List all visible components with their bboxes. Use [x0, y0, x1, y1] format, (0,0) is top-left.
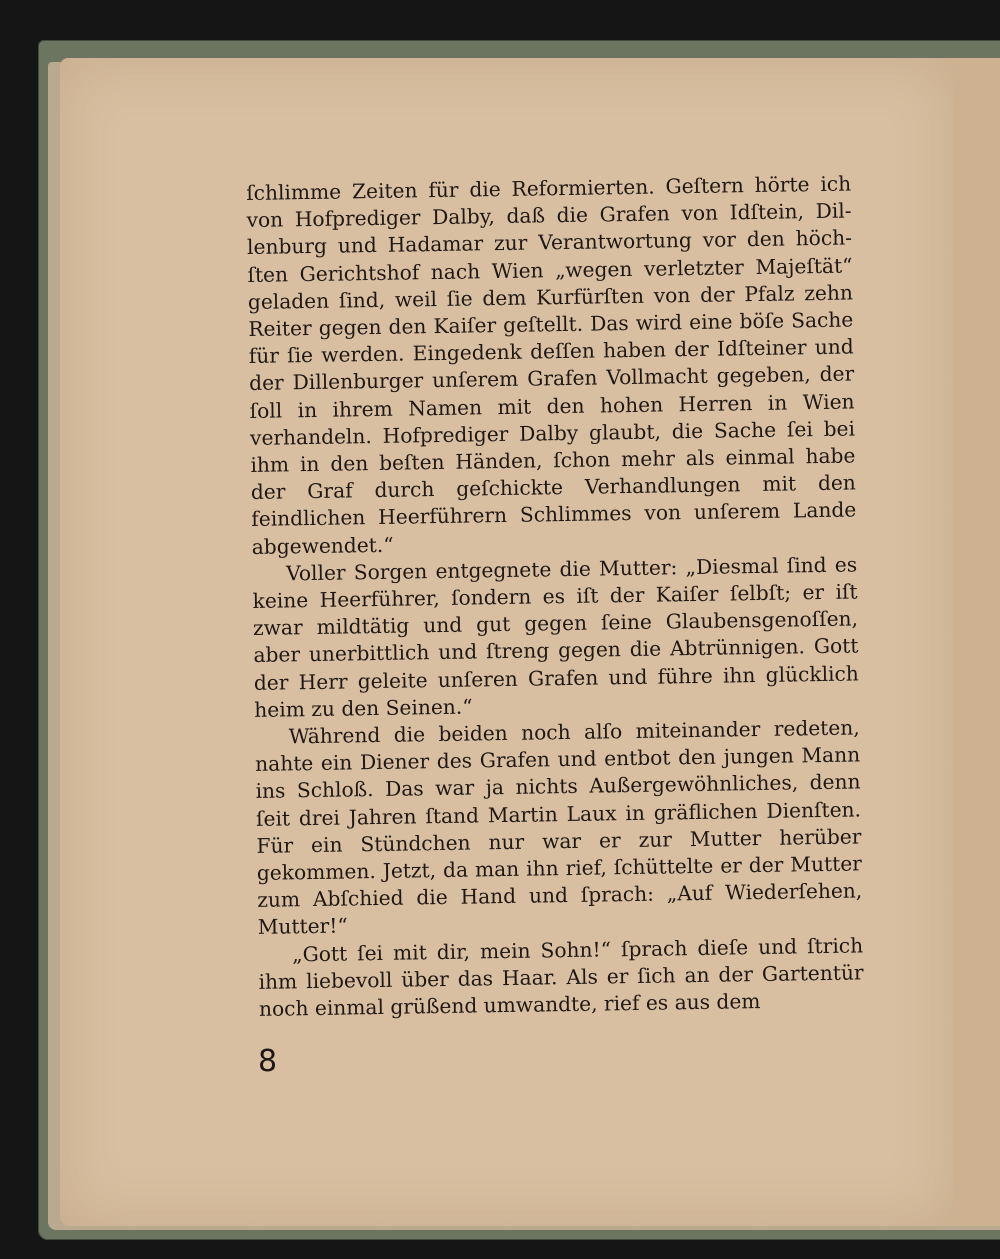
paragraph-2: Voller Sorgen entgegnete die Mutter: „Diesmal ſind es keine Heerführer, ſondern es iſt der Kaiſer ſelbſt; er iſt zwar mildtätig und gut gegen ſeine Glaubensgenoſſen, aber unerbittlich und ſtreng gegen die Abtrünnigen. Gott der Herr geleite unſeren Grafen und führe ihn glücklich heim zu den Seinen.“ — [252, 552, 860, 722]
page-text — [246, 170, 864, 1039]
paragraph-1: ſchlimme Zeiten für die Reformierten. Geſtern hörte ich von Hofprediger Dalby, daß die Grafen von Idſtein, Dillenburg und Hadamar zur Verantwortung vor den höchſten Gerichtshof nach Wien „wegen verletzter Majeſtät“ geladen ſind, weil ſie dem Kurfürſten von der Pfalz zehn Reiter gegen den Kaiſer geſtellt. Das wird eine böſe Sache für ſie werden. Eingedenk deſſen haben der Idſteiner und der Dillenburger unſerem Grafen Vollmacht gegeben, der ſoll in ihrem Namen mit den hohen Herren in Wien verhandeln. Hofprediger Dalby glaubt, die Sache ſei bei ihm in den beſten Händen, ſchon mehr als einmal habe der Graf durch geſchickte Verhandlungen mit den feindlichen Heerführern Schlimmes von unſerem Lande abgewendet.“ — [246, 171, 857, 559]
paragraph-3: Während die beiden noch alſo miteinander redeten, nahte ein Diener des Grafen und entbot den jungen Mann ins Schloß. Das war ja nichts Außergewöhnliches, denn ſeit drei Jahren ſtand Martin Laux in gräflichen Dienſten. Für ein Stündchen nur war er zur Mutter herüber gekommen. Jetzt, da man ihn rief, ſchüttelte er der Mutter zum Abſchied die Hand und ſprach: „Auf Wiederſehen, Mutter!“ — [254, 715, 863, 940]
paragraph-4: „Gott ſei mit dir, mein Sohn!“ ſprach dieſe und ſtrich ihm liebevoll über das Haar. Als er ſich an der Gartentür noch einmal grüßend umwandte, rief es aus dem — [258, 933, 864, 1021]
next-page-edge — [953, 58, 1000, 1226]
page-number: 8 — [258, 1044, 278, 1079]
